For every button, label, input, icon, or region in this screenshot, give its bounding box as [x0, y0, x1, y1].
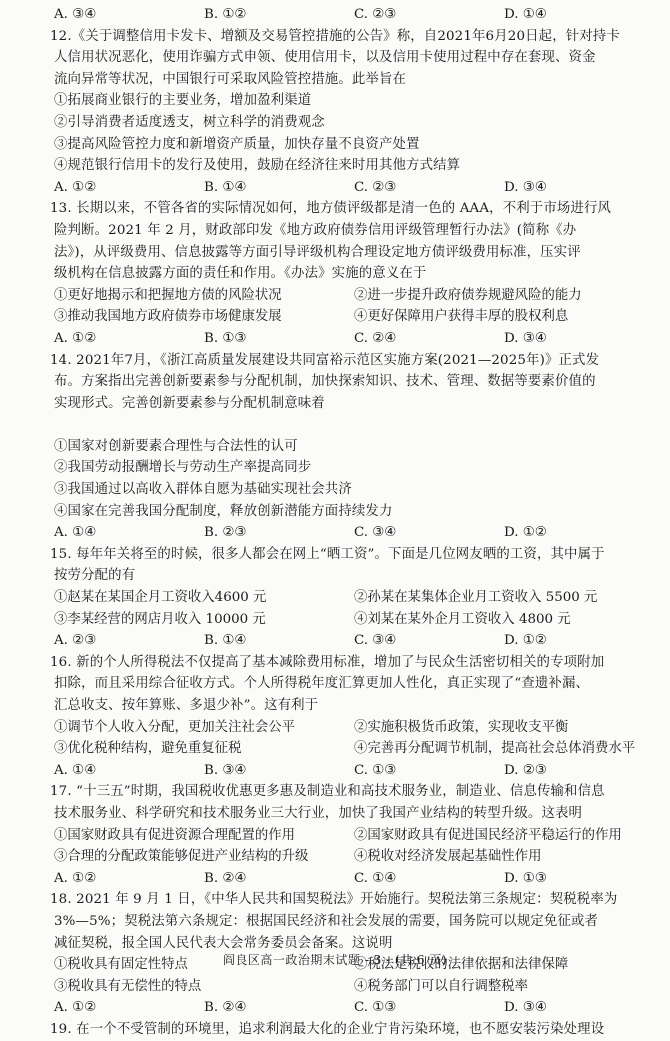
q15-stem-line: 15. 每年年关将至的时候，很多人都会在网上“晒工资”。下面是几位网友晒的工资，其中属于	[50, 546, 605, 562]
q18-stem-line: 3%—5%；契税法第六条规定：根据国民经济和社会发展的需要，国务院可以规定免征或者	[54, 913, 599, 929]
q15-statement: ②孙某在某集体企业月工资收入 5500 元	[354, 590, 598, 606]
question-14	[50, 350, 658, 544]
q17-statement: ②国家财政具有促进国民经济平稳运行的作用	[354, 827, 622, 843]
q18-statement: ④税务部门可以自行调整税率	[354, 978, 529, 994]
q13-statements-row	[54, 306, 658, 328]
q13-option-d[interactable]: D. ③④	[504, 330, 547, 346]
q18-option-d[interactable]: D. ③④	[504, 1000, 547, 1016]
q15-statement: ③李某经营的网店月收入 10000 元	[54, 611, 266, 627]
question-15	[50, 544, 658, 652]
q15-option-c[interactable]: C. ③④	[354, 633, 397, 649]
q12-options	[54, 177, 658, 199]
q16-statement: ④完善再分配调节机制，提高社会总体消费水平	[354, 741, 636, 757]
q12-option-c[interactable]: C. ②③	[354, 179, 397, 195]
q13-stem-line: 险判断。2021 年 2 月，财政部印发《地方政府债券信用评级管理暂行办法》(简称《办	[54, 222, 577, 238]
q12-statement: ②引导消费者适度透支，树立科学的消费观念	[54, 114, 325, 130]
q18-statement: ①税收具有固定性特点	[54, 957, 188, 973]
q18-statement: ②税法是税收的法律依据和法律保障	[354, 957, 569, 973]
question-17	[50, 781, 658, 889]
q12-stem-line: 12.《关于调整信用卡发卡、增额及交易管控措施的公告》称，自2021年6月20日起，针对持卡	[50, 28, 620, 44]
q16-stem-line: 扣除，而且采用综合征收方式。个人所得税年度汇算更加人性化，真正实现了“查遗补漏、	[54, 676, 590, 692]
question-16	[50, 652, 658, 782]
q13-option-b[interactable]: B. ①③	[204, 330, 247, 346]
q15-statement: ①赵某在某国企月工资收入4600 元	[54, 590, 267, 606]
q12-option-a[interactable]: A. ①②	[54, 179, 97, 195]
q15-option-a[interactable]: A. ②③	[54, 633, 97, 649]
q15-statement: ④刘某在某外企月工资收入 4800 元	[354, 611, 571, 627]
q14-statement: ③我国通过以高收入群体自愿为基础实现社会共济	[54, 482, 352, 498]
page-content	[50, 4, 658, 1041]
q15-statements-row	[54, 609, 658, 631]
q12-option-b[interactable]: B. ①④	[204, 179, 247, 195]
q12-statement: ③提高风险管控力度和新增资产质量，加快存量不良资产处置	[54, 136, 420, 152]
q19-stem-line: 19. 在一个不受管制的环境里，追求利润最大化的企业宁肯污染环境，也不愿安装污染处理设	[50, 1021, 605, 1037]
q13-options	[54, 328, 658, 350]
q16-option-c[interactable]: C. ①③	[354, 762, 397, 778]
q13-statement: ④更好保障用户获得丰厚的股权利息	[354, 309, 569, 325]
q16-option-d[interactable]: D. ②③	[504, 762, 547, 778]
q16-option-b[interactable]: B. ③④	[204, 762, 247, 778]
q17-statements-row	[54, 846, 658, 868]
q12-stem-line: 人信用状况恶化，使用诈骗方式申领、使用信用卡，以及信用卡使用过程中存在套现、资金	[54, 50, 596, 66]
q14-statement: ①国家对创新要素合理性与合法性的认可	[54, 438, 298, 454]
q17-options	[54, 868, 658, 890]
q12-stem-line: 流向异常等状况，中国银行可采取风险管控措施。此举旨在	[54, 71, 407, 87]
q16-statement: ③优化税种结构，避免重复征税	[54, 741, 242, 757]
q15-statements-row	[54, 587, 658, 609]
q17-statement: ③合理的分配政策能够促进产业结构的升级	[54, 849, 309, 865]
q13-statement: ①更好地揭示和把握地方债的风险状况	[54, 287, 282, 303]
q13-stem-line: 法》)，从评级费用、信息披露等方面引导评级机构合理设定地方债评级费用标准，压实评	[54, 244, 581, 260]
q14-option-a[interactable]: A. ①④	[54, 525, 97, 541]
q13-stem-line: 13. 长期以来，不管各省的实际情况如何，地方债评级都是清一色的 AAA，不利于市场进行风	[50, 201, 612, 217]
q14-stem-line: 布。方案指出完善创新要素参与分配机制，加快探索知识、技术、管理、数据等要素价值的	[54, 374, 596, 390]
page-footer: 阎良区高一政治期末试题 - 3 - (共 6 页)	[222, 953, 448, 967]
q15-option-b[interactable]: B. ①④	[204, 633, 247, 649]
q13-stem-line: 级机构在信息披露方面的责任和作用。《办法》实施的意义在于	[54, 266, 427, 282]
q15-stem-line: 按劳分配的有	[54, 568, 136, 584]
q18-option-a[interactable]: A. ①②	[54, 1000, 97, 1016]
q14-stem-line: 14. 2021年7月，《浙江高质量发展建设共同富裕示范区实施方案(2021—2025年)》正式发	[50, 352, 600, 368]
q16-options	[54, 760, 658, 782]
q13-statements-row	[54, 285, 658, 307]
q12-option-d[interactable]: D. ③④	[504, 179, 547, 195]
q18-stem-line: 18. 2021 年 9 月 1 日，《中华人民共和国契税法》开始施行。契税法第三条规定：契税税率为	[50, 892, 618, 908]
q17-statement: ④税收对经济发展起基础性作用	[354, 849, 542, 865]
q14-statement: ④国家在完善我国分配制度，释放创新潜能方面持续发力	[54, 503, 393, 519]
q13-statement: ③推动我国地方政府债券市场健康发展	[54, 309, 282, 325]
q11-option-b[interactable]: B. ①②	[204, 7, 247, 22]
q14-option-c[interactable]: C. ③④	[354, 525, 397, 541]
q17-stem-line: 技术服务业、科学研究和技术服务业三大行业，加快了我国产业结构的转型升级。这表明	[54, 805, 583, 821]
question-19	[50, 1019, 658, 1041]
q18-stem-line: 减征契税，报全国人民代表大会常务委员会备案。这说明	[54, 935, 393, 951]
q14-option-d[interactable]: D. ①②	[504, 525, 547, 541]
q13-option-a[interactable]: A. ①②	[54, 330, 97, 346]
q16-statements-row	[54, 738, 658, 760]
q16-statements-row	[54, 717, 658, 739]
q17-option-d[interactable]: D. ①③	[504, 870, 547, 886]
q17-stem-line: 17. “十三五”时期，我国税收优惠更多惠及制造业和高技术服务业，制造业、信息传输和信息	[50, 784, 605, 800]
q12-statement: ①拓展商业银行的主要业务，增加盈利渠道	[54, 93, 312, 109]
q18-options	[54, 997, 658, 1019]
q14-options	[54, 522, 658, 544]
q15-options	[54, 630, 658, 652]
question-13	[50, 198, 658, 349]
q12-statement: ④规范银行信用卡的发行及使用，鼓励在经济往来时用其他方式结算	[54, 158, 461, 174]
q14-stem-line: 实现形式。完善创新要素参与分配机制意味着	[54, 395, 325, 411]
q11-options	[54, 4, 658, 26]
q17-option-a[interactable]: A. ①②	[54, 870, 97, 886]
q17-statements-row	[54, 825, 658, 847]
q16-statement: ②实施积极货币政策，实现收支平衡	[354, 719, 569, 735]
q17-option-c[interactable]: C. ①④	[354, 870, 397, 886]
q16-statement: ①调节个人收入分配，更加关注社会公平	[54, 719, 296, 735]
q13-statement: ②进一步提升政府债券规避风险的能力	[354, 287, 582, 303]
q17-statement: ①国家财政具有促进资源合理配置的作用	[54, 827, 296, 843]
q11-option-a[interactable]: A. ③④	[54, 7, 97, 22]
q13-option-c[interactable]: C. ②④	[354, 330, 397, 346]
q18-statement: ③税收具有无偿性的特点	[54, 978, 202, 994]
q11-option-c[interactable]: C. ②③	[354, 7, 397, 22]
q11-option-d[interactable]: D. ①④	[504, 7, 547, 22]
q18-option-c[interactable]: C. ①③	[354, 1000, 397, 1016]
q18-option-b[interactable]: B. ②④	[204, 1000, 247, 1016]
q16-option-a[interactable]: A. ①④	[54, 762, 97, 778]
q16-stem-line: 16. 新的个人所得税法不仅提高了基本减除费用标准，增加了与民众生活密切相关的专项附加	[50, 654, 605, 670]
q15-option-d[interactable]: D. ①②	[504, 633, 547, 649]
question-12	[50, 26, 658, 199]
q14-option-b[interactable]: B. ②③	[204, 525, 247, 541]
q16-stem-line: 汇总收支、按年算账、多退少补”。这有利于	[54, 698, 319, 713]
q17-option-b[interactable]: B. ②④	[204, 870, 247, 886]
q14-stem-line	[54, 414, 658, 436]
q14-statement: ②我国劳动报酬增长与劳动生产率提高同步	[54, 460, 312, 476]
